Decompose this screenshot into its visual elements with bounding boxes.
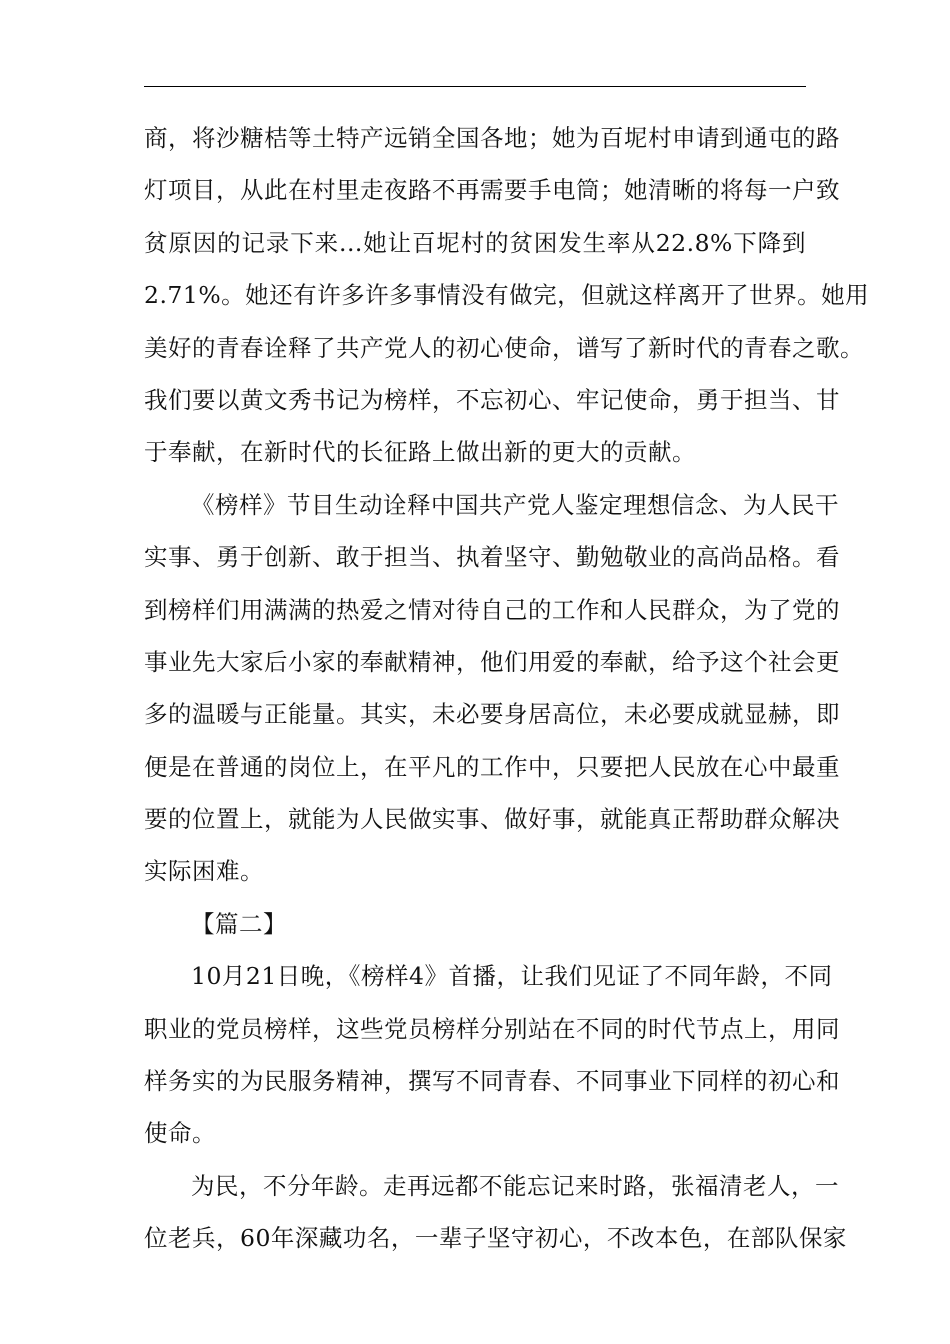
text-line-6: 我们要以黄文秀书记为榜样，不忘初心、牢记使命，勇于担当、甘 — [144, 385, 840, 414]
text-line-1: 商，将沙糖桔等土特产远销全国各地；她为百坭村申请到通屯的路 — [144, 124, 840, 152]
text-line-18: 职业的党员榜样，这些党员榜样分别站在不同的时代节点上，用同 — [144, 1014, 840, 1043]
text-line-11: 事业先大家后小家的奉献精神，他们用爱的奉献，给予这个社会更 — [144, 647, 840, 676]
text-line-14: 要的位置上，就能为人民做实事、做好事，就能真正帮助群众解决 — [144, 805, 840, 834]
text-line-17: 10月21日晚，《榜样4》首播，让我们见证了不同年龄，不同 — [191, 962, 833, 991]
text-line-21: 为民，不分年龄。走再远都不能忘记来时路，张福清老人，一 — [191, 1171, 839, 1200]
section-heading: 【篇二】 — [191, 909, 287, 938]
text-line-5: 美好的青春诠释了共产党人的初心使命，谱写了新时代的青春之歌。 — [144, 333, 864, 362]
text-line-3: 贫原因的记录下来...她让百坭村的贫困发生率从22.8%下降到 — [144, 228, 806, 257]
text-line-22: 位老兵，60年深藏功名，一辈子坚守初心，不改本色，在部队保家 — [144, 1224, 847, 1253]
text-line-15: 实际困难。 — [144, 857, 264, 886]
header-rule — [144, 86, 806, 87]
text-line-8: 《榜样》节目生动诠释中国共产党人鉴定理想信念、为人民干 — [191, 490, 839, 519]
text-line-9: 实事、勇于创新、敢于担当、执着坚守、勤勉敬业的高尚品格。看 — [144, 543, 840, 572]
text-line-10: 到榜样们用满满的热爱之情对待自己的工作和人民群众，为了党的 — [144, 595, 840, 624]
text-line-12: 多的温暖与正能量。其实，未必要身居高位，未必要成就显赫，即 — [144, 700, 840, 729]
text-line-13: 便是在普通的岗位上，在平凡的工作中，只要把人民放在心中最重 — [144, 752, 840, 781]
text-line-7: 于奉献，在新时代的长征路上做出新的更大的贡献。 — [144, 438, 696, 467]
text-line-4: 2.71%。她还有许多许多事情没有做完，但就这样离开了世界。她用 — [144, 281, 870, 310]
text-line-19: 样务实的为民服务精神，撰写不同青春、不同事业下同样的初心和 — [144, 1067, 840, 1096]
document-body — [144, 119, 870, 1272]
text-line-2: 灯项目，从此在村里走夜路不再需要手电筒；她清晰的将每一户致 — [144, 176, 840, 205]
text-line-20: 使命。 — [144, 1119, 216, 1148]
